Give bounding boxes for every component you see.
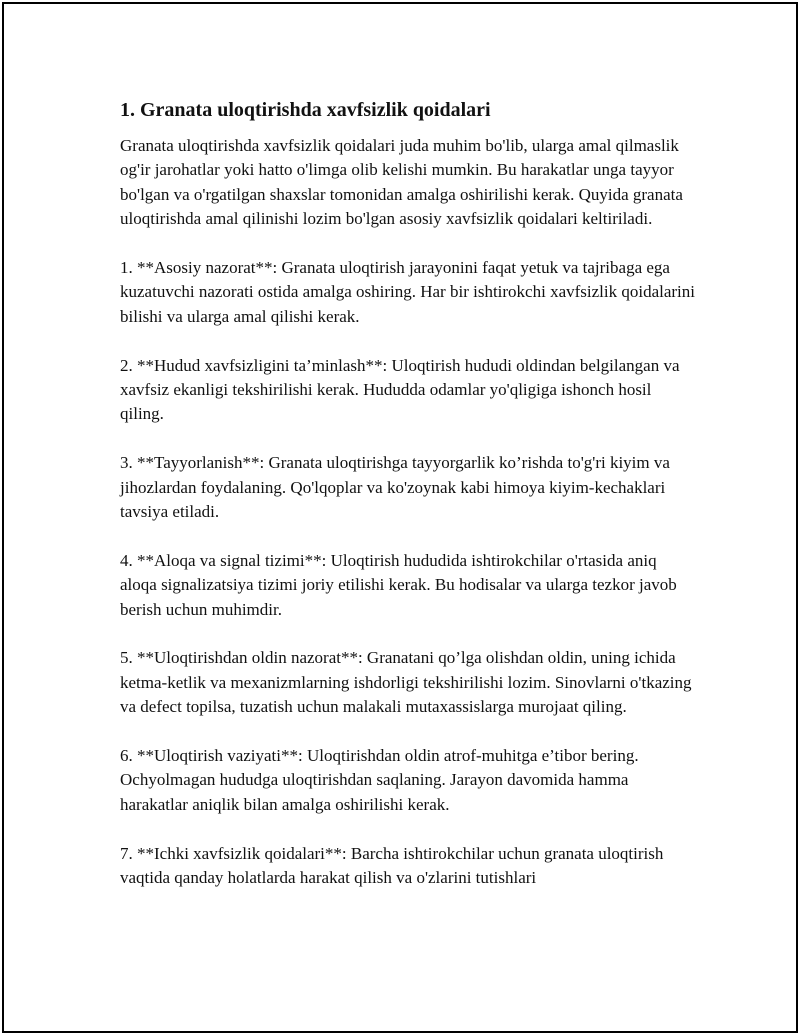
rule-6-paragraph: 6. **Uloqtirish vaziyati**: Uloqtirishdan oldin atrof-muhitga e’tibor bering. Ochyolmagan hududga uloqtirishdan saqlaning. Jarayon davomida hamma harakatlar aniqlik bilan amalga oshirilishi kerak. [120,746,639,814]
document-page [2,2,798,1033]
section-title: 1. Granata uloqtirishda xavfsizlik qoidalari [120,99,491,121]
rule-2-paragraph: 2. **Hudud xavfsizligini ta’minlash**: Uloqtirish hududi oldindan belgilangan va xavfsiz ekanligi tekshirilishi kerak. Hududda odamlar yo'qligiga ishonch hosil qiling. [120,355,680,424]
intro-paragraph: Granata uloqtirishda xavfsizlik qoidalari juda muhim bo'lib, ularga amal qilmaslik og'ir jarohatlar yoki hatto o'limga olib kelishi mumkin. Bu harakatlar unga tayyor bo'lgan va o'rgatilgan shaxslar tomonidan amalga oshirilishi kerak. Quyida granata uloqtirishda amal qilinishi lozim bo'lgan asosiy xavfsizlik qoidalari keltiriladi. [120,136,683,229]
rule-4-paragraph: 4. **Aloqa va signal tizimi**: Uloqtirish hududida ishtirokchilar o'rtasida aniq aloqa signalizatsiya tizimi joriy etilishi kerak. Bu hodisalar va ularga tezkor javob berish uchun muhimdir. [120,550,677,619]
rule-5-paragraph: 5. **Uloqtirishdan oldin nazorat**: Granatani qo’lga olishdan oldin, uning ichida ketma-ketlik va mexanizmlarning ishdorligi tekshirilishi lozim. Sinovlarni o'tkazing va defect topilsa, tuzatish uchun malakali mutaxassislarga murojaat qiling. [120,648,692,717]
rule-1-paragraph: 1. **Asosiy nazorat**: Granata uloqtirish jarayonini faqat yetuk va tajribaga ega kuzatuvchi nazorati ostida amalga oshiring. Har bir ishtirokchi xavfsizlik qoidalarini bilishi va ularga amal qilishi kerak. [120,258,696,326]
rule-7-paragraph: 7. **Ichki xavfsizlik qoidalari**: Barcha ishtirokchilar uchun granata uloqtirish vaqtida qanday holatlarda harakat qilish va o'zlarini tutishlari [120,843,664,888]
document-body [120,96,695,915]
rule-3-paragraph: 3. **Tayyorlanish**: Granata uloqtirishga tayyorgarlik ko’rishda to'g'ri kiyim va jihozlardan foydalaning. Qo'lqoplar va ko'zoynak kabi himoya kiyim-kechaklari tavsiya etiladi. [120,453,670,522]
